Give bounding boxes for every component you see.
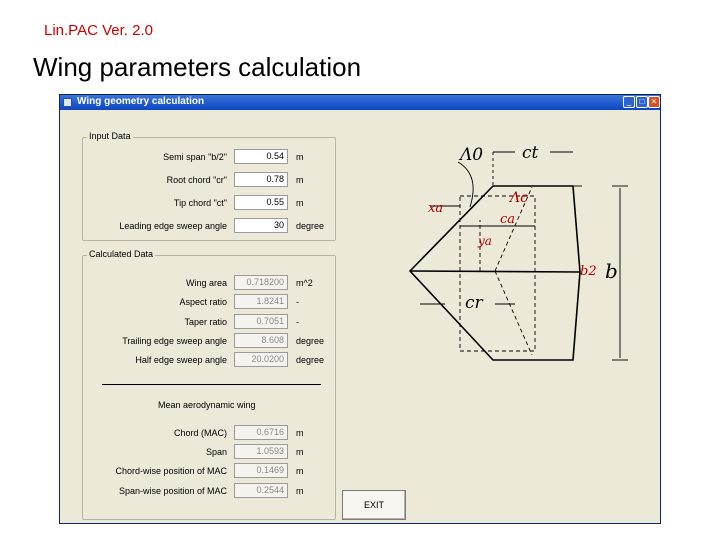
half-edge-sweep-output: 20.0200 [234,352,288,367]
root-chord-input[interactable]: 0.78 [234,172,288,187]
tip-chord-unit: m [296,198,304,208]
window-title: Wing geometry calculation [77,96,205,107]
semi-span-unit: m [296,152,304,162]
mac-spanwise-position-unit: m [296,486,304,496]
half-edge-sweep-label: Half edge sweep angle [135,355,227,365]
aspect-ratio-unit: - [296,297,299,307]
trailing-edge-sweep-unit: degree [296,336,325,346]
semi-span-label: Semi span "b/2" [163,152,227,162]
calculated-data-label: Calculated Data [89,249,154,259]
trailing-edge-sweep-output: 8.608 [234,333,288,348]
mac-chordwise-position-output: 0.1469 [234,463,288,478]
taper-ratio-output: 0.7051 [234,314,288,329]
span-symbol: b [605,259,618,283]
aspect-ratio-label: Aspect ratio [179,297,227,307]
semi-span-input[interactable]: 0.54 [234,149,288,164]
mac-span-label: Span [205,447,227,457]
half-span-symbol: b2 [580,264,597,279]
mac-chord-unit: m [296,428,304,438]
half-edge-sweep-unit: degree [296,355,325,365]
app-icon [63,98,72,107]
input-data-label: Input Data [89,131,131,141]
slide-header: Lin.PAC Ver. 2.0 [44,22,153,39]
mac-chordwise-position-unit: m [296,466,304,476]
mac-span-output: 1.0593 [234,444,288,459]
root-chord-symbol: cr [465,293,483,313]
maximize-icon[interactable]: □ [636,96,648,108]
section-divider [102,384,321,385]
minimize-icon[interactable]: _ [623,96,635,108]
wing-area-output: 0.718200 [234,275,288,290]
mac-y-symbol: ya [478,234,492,248]
leading-edge-sweep-input[interactable]: 30 [234,218,288,233]
mac-chord-label: Chord (MAC) [173,428,227,438]
root-chord-label: Root chord "cr" [166,175,227,185]
leading-edge-sweep-label: Leading edge sweep angle [119,221,227,231]
mac-spanwise-position-output: 0.2544 [234,483,288,498]
tip-chord-label: Tip chord "ct" [173,198,227,208]
mac-span-unit: m [296,447,304,457]
wing-area-unit: m^2 [296,278,313,288]
leading-edge-sweep-unit: degree [296,221,325,231]
wing-planform-diagram [400,140,650,470]
mac-spanwise-position-label: Span-wise position of MAC [118,486,227,496]
mac-x-symbol: xa [428,201,444,216]
calculated-data-group [82,249,336,520]
taper-ratio-label: Taper ratio [184,317,227,327]
window-titlebar[interactable] [60,95,660,110]
half-sweep-symbol: Λc [510,190,528,206]
mac-chordwise-position-label: Chord-wise position of MAC [115,466,227,476]
mac-chord-symbol: ca [500,212,516,227]
tip-chord-symbol: ct [522,143,539,163]
aspect-ratio-output: 1.8241 [234,294,288,309]
trailing-edge-sweep-label: Trailing edge sweep angle [122,336,227,346]
tip-chord-input[interactable]: 0.55 [234,195,288,210]
root-chord-unit: m [296,175,304,185]
leading-sweep-symbol: Λ0 [460,145,484,165]
mac-chord-output: 0.6716 [234,425,288,440]
slide-title: Wing parameters calculation [33,52,362,82]
mac-box [460,196,535,351]
wing-area-label: Wing area [185,278,227,288]
half-sweep-line-lower [495,271,532,355]
close-icon[interactable]: ✕ [648,96,660,108]
wing-geometry-window [59,94,661,524]
exit-button[interactable]: EXIT [342,490,406,520]
taper-ratio-unit: - [296,317,299,327]
mac-heading: Mean aerodynamic wing [158,400,256,410]
